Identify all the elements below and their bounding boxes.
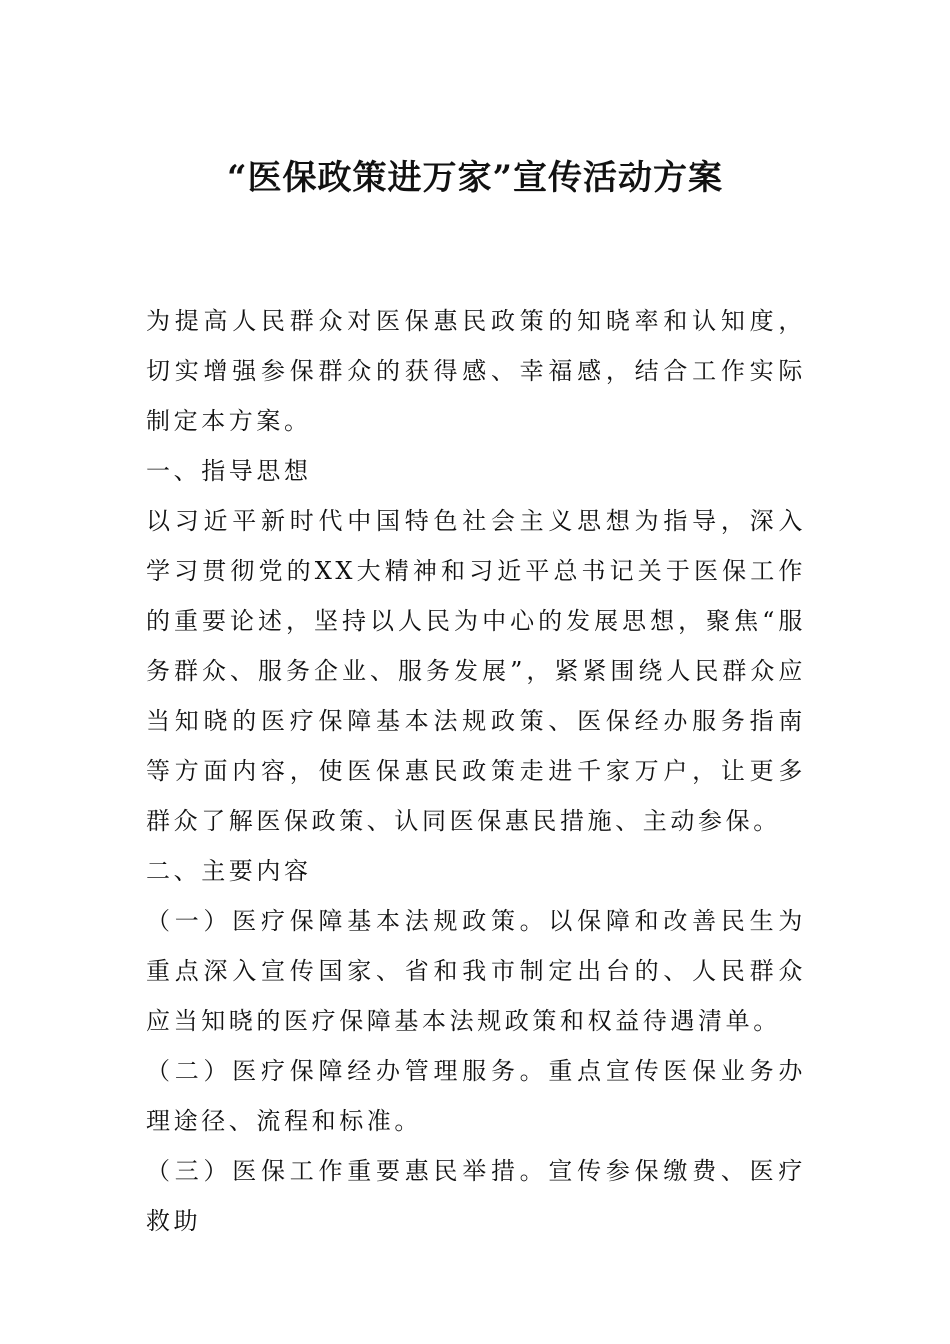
main-content-item-1: （一）医疗保障基本法规政策。以保障和改善民生为重点深入宣传国家、省和我市制定出台的、人民群众应当知晓的医疗保障基本法规政策和权益待遇清单。 <box>146 907 806 1035</box>
section-heading-guiding-ideology: 一、指导思想 <box>146 457 312 485</box>
document-body <box>146 296 806 1246</box>
document-title: “医保政策进万家”宣传活动方案 <box>226 158 724 198</box>
guiding-ideology-paragraph: 以习近平新时代中国特色社会主义思想为指导，深入学习贯彻党的XX大精神和习近平总书记关于医保工作的重要论述，坚持以人民为中心的发展思想，聚焦“服务群众、服务企业、服务发展”，紧紧围绕人民群众应当知晓的医疗保障基本法规政策、医保经办服务指南等方面内容，使医保惠民政策走进千家万户，让更多群众了解医保政策、认同医保惠民措施、主动参保。 <box>146 507 806 835</box>
main-content-item-3: （三）医保工作重要惠民举措。宣传参保缴费、医疗救助 <box>146 1157 806 1235</box>
intro-paragraph: 为提高人民群众对医保惠民政策的知晓率和认知度，切实增强参保群众的获得感、幸福感，结合工作实际制定本方案。 <box>146 307 806 435</box>
section-heading-main-content: 二、主要内容 <box>146 857 312 885</box>
main-content-item-2: （二）医疗保障经办管理服务。重点宣传医保业务办理途径、流程和标准。 <box>146 1057 806 1135</box>
